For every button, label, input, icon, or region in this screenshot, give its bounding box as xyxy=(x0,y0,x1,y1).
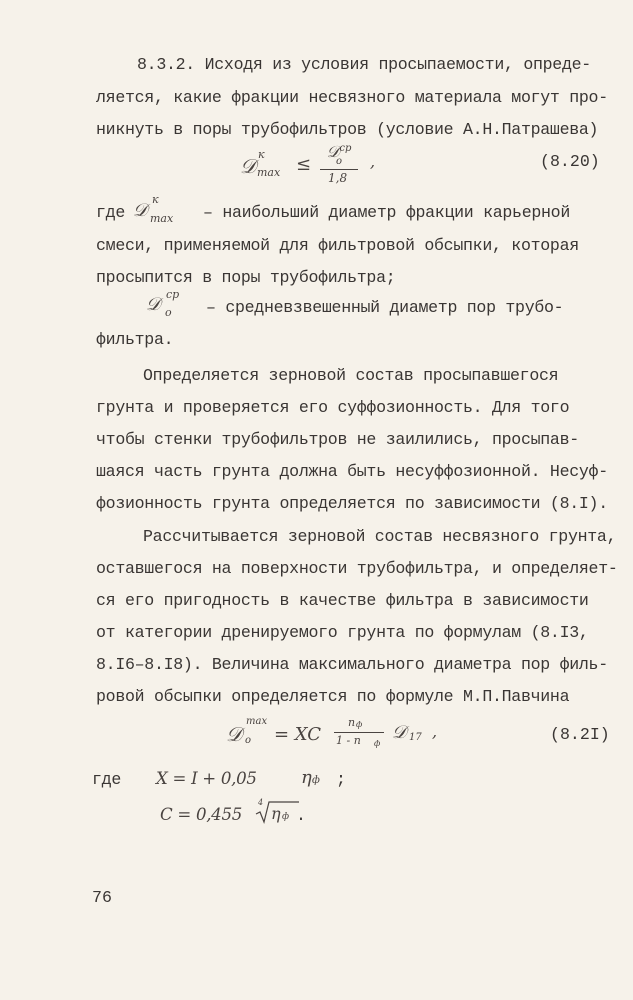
paragraph-line: чтобы стенки трубофильтров не заилились, просыпав- xyxy=(96,430,579,449)
paragraph-line: просыпится в поры трубофильтра; xyxy=(96,268,396,287)
fraction-bar xyxy=(320,169,358,170)
paragraph-line: 8.3.2. Исходя из условия просыпаемости, опреде- xyxy=(137,55,591,74)
formula-superscript: ср xyxy=(339,143,352,154)
symbol-subscript: max xyxy=(150,212,174,225)
formula-comma: , xyxy=(432,722,438,741)
formula-superscript: max xyxy=(246,716,268,727)
paragraph-line: ровой обсыпки определяется по формуле М.П.Павчина xyxy=(96,687,570,706)
paragraph-line: – средневзвешенный диаметр пор трубо- xyxy=(206,298,564,317)
symbol-d: 𝒟 xyxy=(133,200,148,221)
formula-symbol: 𝒟 xyxy=(392,722,407,743)
symbol-subscript: ф xyxy=(282,812,290,822)
formula-8-21 xyxy=(226,714,456,758)
symbol-d: 𝒟 xyxy=(146,294,161,315)
paragraph-line: Определяется зерновой состав просыпавшегося xyxy=(143,366,559,385)
formula-subscript: o xyxy=(336,156,343,167)
symbol-superscript: ср xyxy=(166,288,180,301)
equation-number: (8.20) xyxy=(540,152,600,171)
eta-symbol: η xyxy=(301,767,312,788)
paragraph-line: ляется, какие фракции несвязного материала могут про- xyxy=(96,88,608,107)
formula-symbol: 𝒟 xyxy=(240,154,256,178)
paragraph-line: 8.I6–8.I8). Величина максимального диаметра пор филь- xyxy=(96,655,608,674)
paragraph-line: грунта и проверяется его суффозионность. Для того xyxy=(96,398,570,417)
paragraph-line: никнуть в поры трубофильтров (условие А.Н.Патрашева) xyxy=(96,120,599,139)
where-label: где xyxy=(96,203,125,222)
semicolon: ; xyxy=(336,770,346,789)
definition-expression: X = I + 0,05 xyxy=(156,769,257,788)
formula-denominator: 1 - n xyxy=(336,734,361,747)
page-number: 76 xyxy=(92,888,112,907)
formula-eq: = XC xyxy=(274,724,322,745)
formula-comma: , xyxy=(370,152,376,171)
paragraph-line: шаяся часть грунта должна быть несуффозионной. Несуф- xyxy=(96,462,608,481)
equation-number: (8.2I) xyxy=(550,725,610,744)
where-label: где xyxy=(92,770,121,789)
symbol-subscript: o xyxy=(165,306,172,319)
paragraph-line: от категории дренируемого грунта по формулам (8.I3, xyxy=(96,623,589,642)
root-index: 4 xyxy=(258,798,264,807)
formula-subscript: ф xyxy=(374,739,381,748)
paragraph-line: ся его пригодность в качестве фильтра в зависимости xyxy=(96,591,589,610)
period: . xyxy=(296,806,306,825)
paragraph-line: смеси, применяемой для фильтровой обсыпки, которая xyxy=(96,236,579,255)
formula-denominator: 1,8 xyxy=(328,171,348,185)
formula-numerator: 𝒟 xyxy=(326,142,340,161)
paragraph-line: – наибольший диаметр фракции карьерной xyxy=(203,203,570,222)
paragraph-line: Рассчитывается зерновой состав несвязного грунта, xyxy=(143,527,617,546)
formula-subscript: ф xyxy=(356,720,363,729)
formula-relation: ≤ xyxy=(296,154,312,175)
paragraph-line: фозионность грунта определяется по зависимости (8.I). xyxy=(96,494,608,513)
formula-subscript: max xyxy=(257,166,281,179)
paragraph-line: оставшегося на поверхности трубофильтра, и определяет- xyxy=(96,559,618,578)
definition-expression: C = 0,455 xyxy=(160,805,242,824)
fraction-bar xyxy=(334,732,384,733)
formula-subscript: 17 xyxy=(409,732,422,743)
formula-superscript: к xyxy=(258,148,265,161)
symbol-superscript: к xyxy=(152,193,159,206)
formula-8-20 xyxy=(240,142,400,190)
paragraph-line: фильтра. xyxy=(96,330,174,349)
formula-symbol: 𝒟 xyxy=(226,722,242,746)
symbol-subscript: ф xyxy=(312,775,320,786)
formula-numerator: n xyxy=(348,716,356,729)
formula-subscript: o xyxy=(245,735,252,746)
eta-symbol: η xyxy=(271,804,281,823)
